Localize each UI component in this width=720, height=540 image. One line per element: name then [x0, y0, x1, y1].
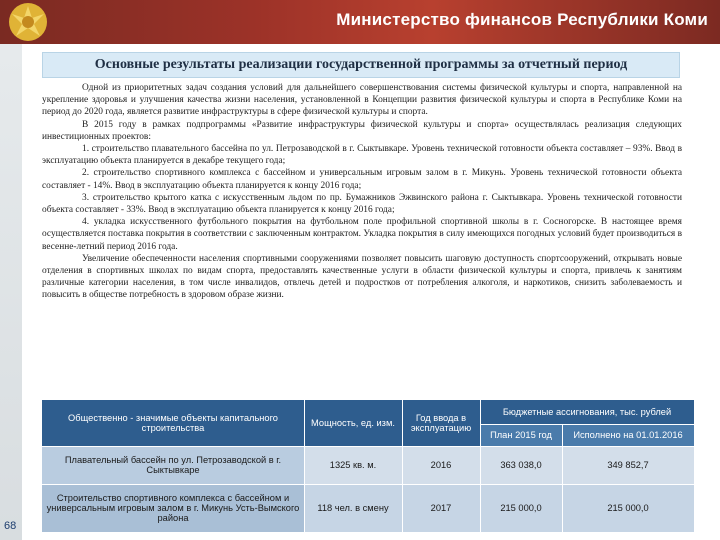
- row2-capacity: 118 чел. в смену: [304, 484, 402, 532]
- row1-capacity: 1325 кв. м.: [304, 446, 402, 484]
- header-bar: [0, 0, 720, 44]
- header-year: Год ввода в эксплуатацию: [402, 400, 480, 446]
- paragraph: 3. строительство крытого катка с искусственным льдом по пр. Бумажников Эжвинского района г. Сыктывкара. Уровень технической готовности объекта составляет - 33%. Ввод в эксплуатацию объекта планируется к концу 2016 года;: [42, 192, 682, 216]
- header-object: Общественно - значимые объекты капитального строительства: [42, 400, 304, 446]
- row1-executed: 349 852,7: [562, 446, 694, 484]
- grid-line: [480, 400, 481, 532]
- paragraph: В 2015 году в рамках подпрограммы «Развитие инфраструктуры физической культуры и спорта» осуществлялась реализация следующих инвестиционных проектов:: [42, 119, 682, 142]
- investment-table: [42, 400, 694, 532]
- row2-plan: 215 000,0: [480, 484, 562, 532]
- row1-year: 2016: [402, 446, 480, 484]
- header-executed: Исполнено на 01.01.2016: [562, 424, 694, 446]
- komi-emblem-icon: [2, 0, 54, 44]
- row2-year: 2017: [402, 484, 480, 532]
- grid-line: [562, 424, 563, 532]
- paragraph: 1. строительство плавательного бассейна по ул. Петрозаводской в г. Сыктывкаре. Уровень технической готовности объекта составляет – 93%. Ввод в эксплуатацию объекта планируется в декабре текущего года;: [42, 144, 682, 167]
- paragraph: Одной из приоритетных задач создания условий для дальнейшего совершенствования системы физической культуры и спорта, направленной на укрепление здоровья и улучшения качества жизни населения, установленной в Концепции развития физической культуры и спорта в Республике Коми на период до 2020 года, является развитие инфраструктуры в сфере физической культуры и спорта.: [42, 83, 682, 118]
- header-plan: План 2015 год: [480, 424, 562, 446]
- grid-line: [42, 446, 694, 447]
- grid-line: [42, 484, 694, 485]
- ministry-title: Министерство финансов Республики Коми: [336, 10, 708, 29]
- section-title: Основные результаты реализации государственной программы за отчетный период: [42, 52, 680, 78]
- grid-line: [304, 400, 305, 532]
- paragraph: 2. строительство спортивного комплекса с бассейном и универсальным игровым залом в г. Микунь. Уровень технической готовности объекта составляет - 14%. Ввод в эксплуатацию объекта планируется к концу 2016 года;: [42, 168, 682, 191]
- row2-object: Строительство спортивного комплекса с бассейном и универсальным игровым залом в г. Микунь Усть-Вымского района: [42, 484, 304, 532]
- left-strip: [0, 44, 22, 540]
- header-capacity: Мощность, ед. изм.: [304, 400, 402, 446]
- row1-object: Плавательный бассейн по ул. Петрозаводской в г. Сыктывкаре: [42, 446, 304, 484]
- grid-line: [480, 424, 694, 425]
- paragraph: 4. укладка искусственного футбольного покрытия на футбольном поле профильной спортивной школы в г. Сосногорске. В настоящее время осуществляется поставка покрытия в соответствии с заключенным контрактом. Укладка покрытия в силу имеющихся погодных условий будет производиться в весенне-летний период 2016 года.: [42, 217, 682, 252]
- row2-executed: 215 000,0: [562, 484, 694, 532]
- page-number: 68: [4, 520, 17, 532]
- body-text: [42, 82, 682, 302]
- grid-line: [402, 400, 403, 532]
- header-budget: Бюджетные ассигнования, тыс. рублей: [480, 400, 694, 424]
- paragraph: Увеличение обеспеченности населения спортивными сооружениями позволяет повысить шаговую доступность спортсооружений, открывать новые отделения в спортивных школах по видам спорта, предоставлять качественные услуги в области физической культуры и спорта, привлечь к занятиям различные категории населения, в том числе инвалидов, отвлечь детей и подростков от потребления алкоголя, и наркотиков, снизить заболеваемость и повысить в обществе потребность в здоровом образе жизни.: [42, 253, 682, 301]
- row1-plan: 363 038,0: [480, 446, 562, 484]
